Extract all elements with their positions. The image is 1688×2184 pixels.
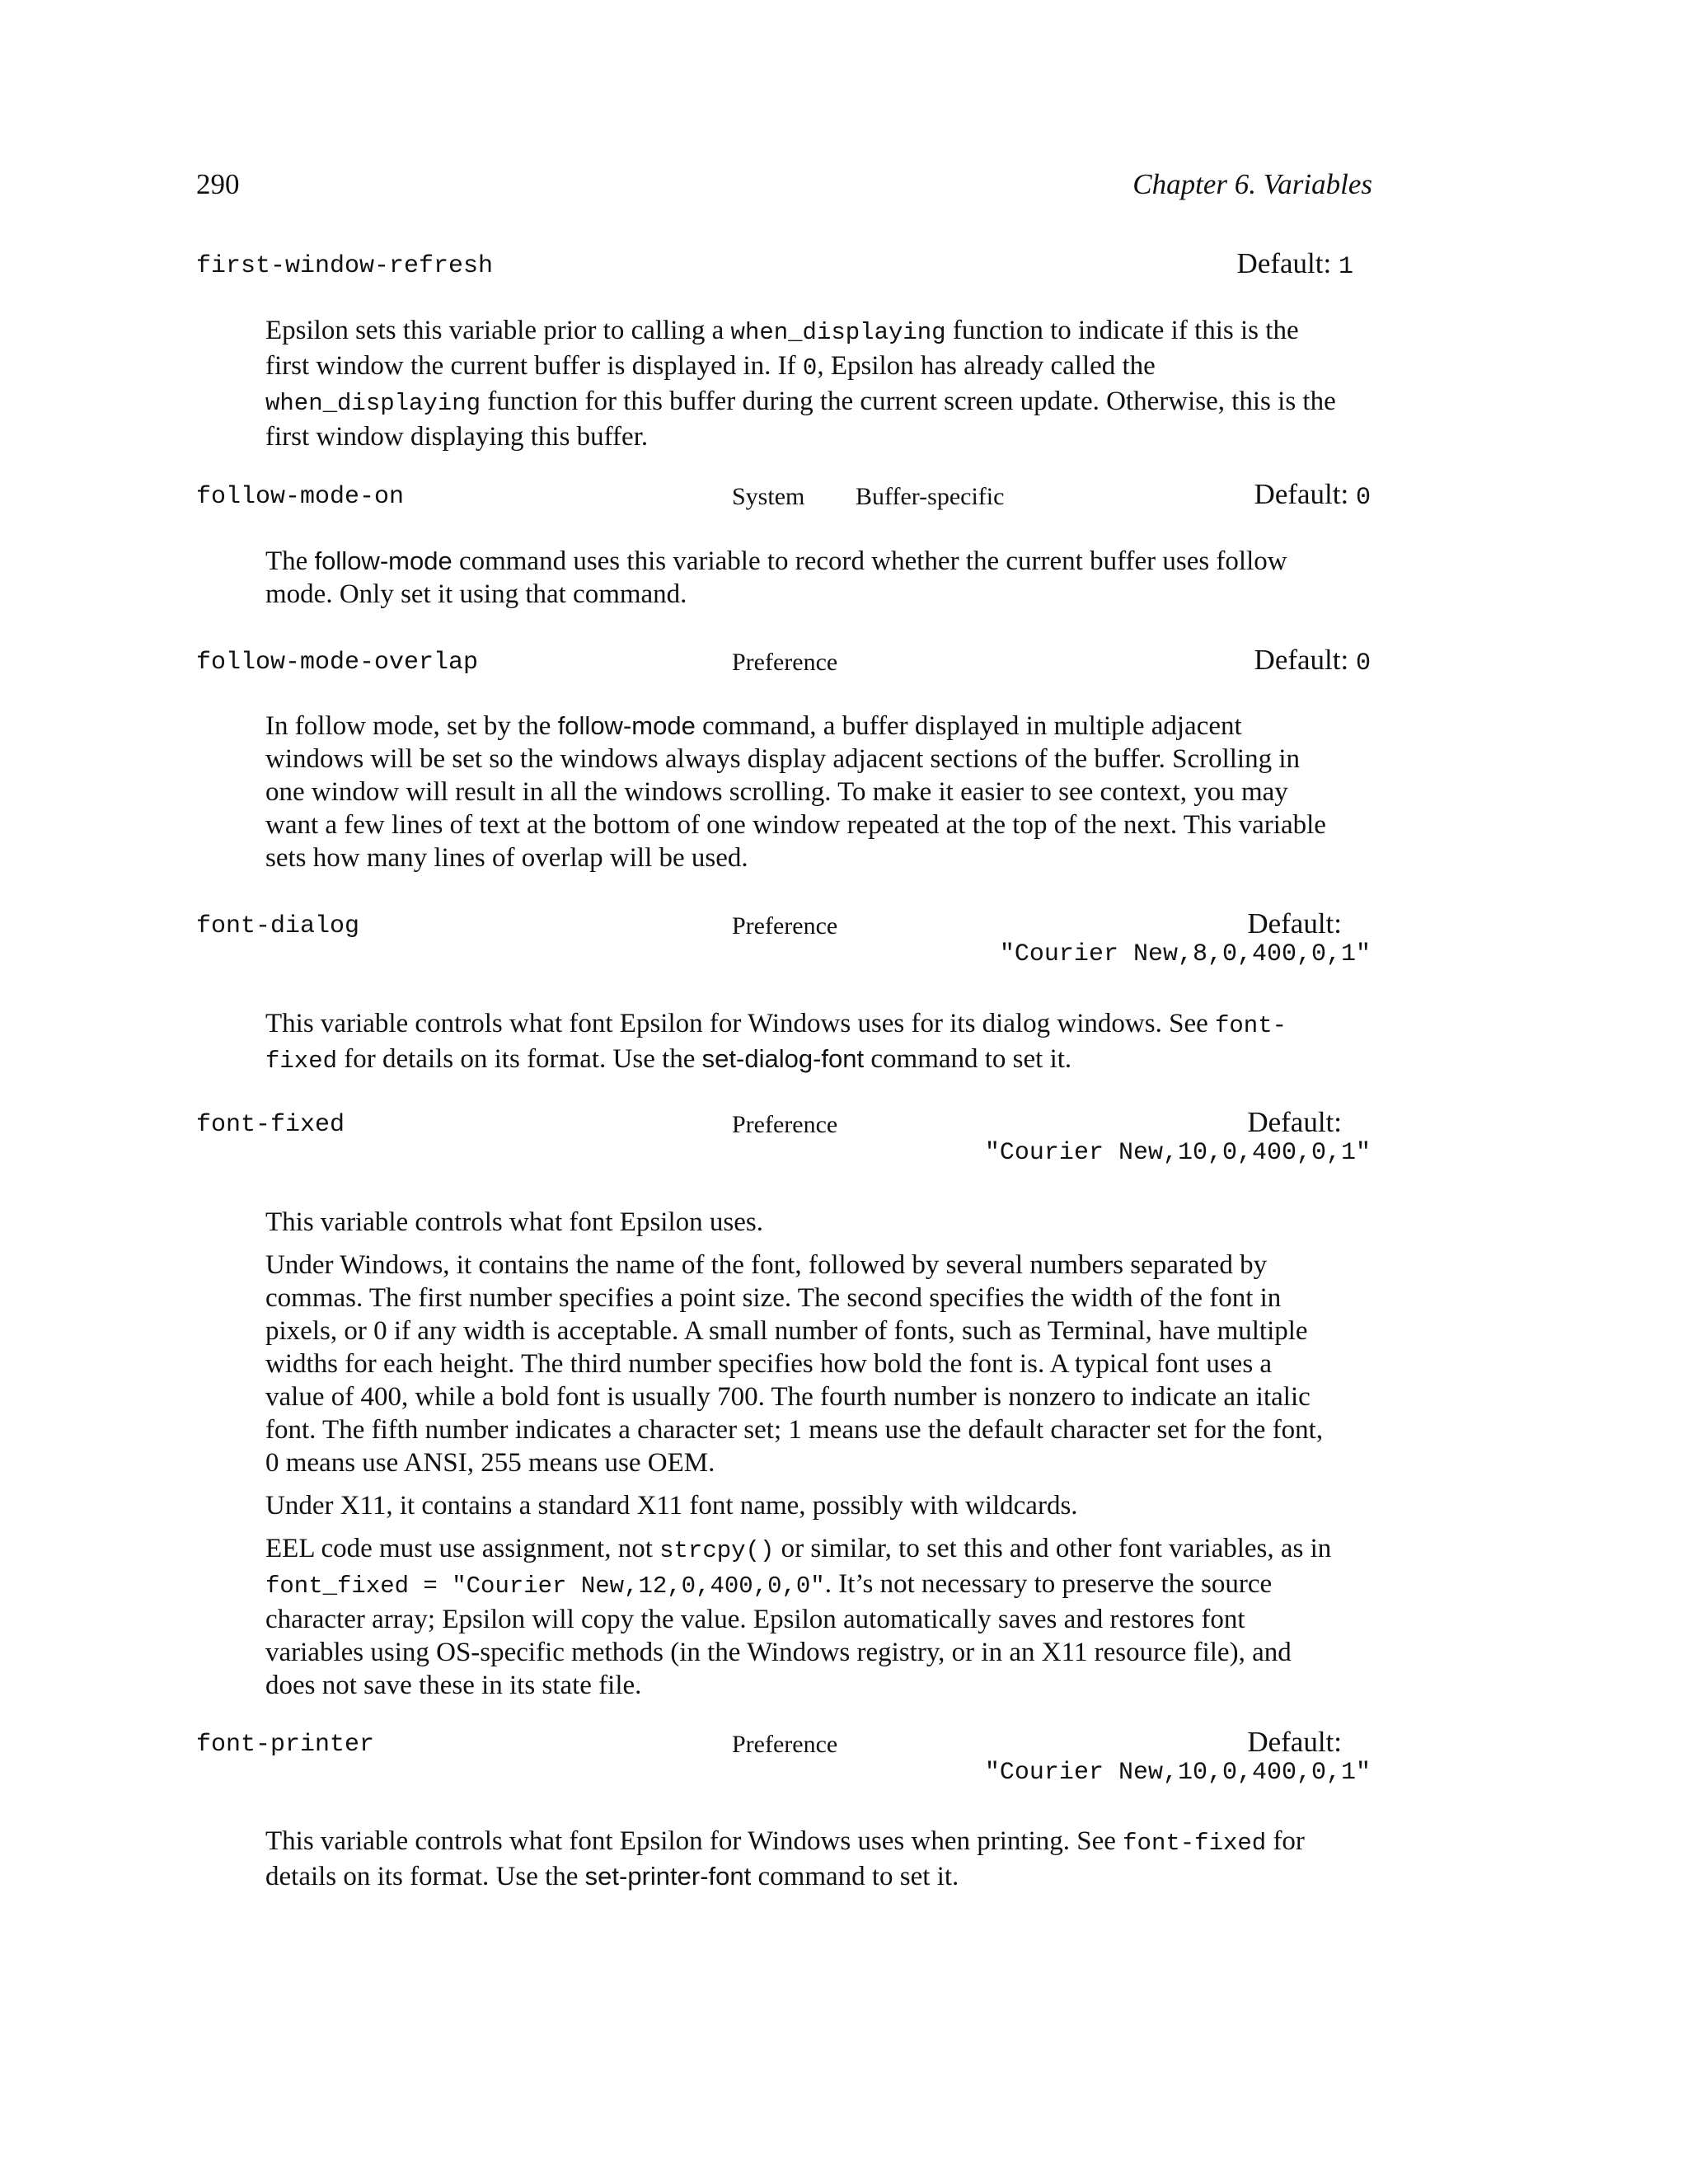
variable-description xyxy=(265,314,1337,463)
variable-description xyxy=(265,710,1337,884)
default-code: "Courier New,10,0,400,0,1" xyxy=(984,1759,1371,1787)
variable-entry-follow-mode-on xyxy=(196,478,1372,514)
code-ref: font-fixed xyxy=(265,1012,1287,1075)
default-code: 0 xyxy=(1355,649,1371,677)
variable-description xyxy=(265,1007,1337,1088)
code-ref: when_displaying xyxy=(730,319,946,346)
variable-name: follow-mode-on xyxy=(196,483,405,511)
description-paragraph: This variable controls what font Epsilon uses. xyxy=(265,1207,763,1237)
code-ref: font-fixed xyxy=(1123,1830,1267,1857)
variable-description xyxy=(265,1825,1337,1903)
text-run: Epsilon sets this variable prior to calling a xyxy=(265,316,731,345)
description-paragraph xyxy=(265,314,1337,453)
default-code: "Courier New,10,0,400,0,1" xyxy=(984,1139,1371,1167)
command-ref: set-printer-font xyxy=(584,1862,752,1891)
default-value xyxy=(1254,478,1371,512)
code-ref: font_fixed = "Courier New,12,0,400,0,0" xyxy=(265,1572,825,1600)
text-run: command uses this variable to record whether the current buffer uses follow mode. Only set it using that command. xyxy=(265,546,1287,609)
command-ref: follow-mode xyxy=(314,546,452,575)
variable-class: Preference xyxy=(732,1731,838,1758)
code-ref: 0 xyxy=(802,354,818,382)
text-run: This variable controls what font Epsilon for Windows uses for its dialog windows. See xyxy=(265,1009,1215,1038)
description-paragraph xyxy=(265,710,1337,874)
variable-entry-font-dialog xyxy=(196,907,1372,977)
text-run: function for this buffer during the current screen update. Otherwise, this is the first window displaying this buffer. xyxy=(265,387,1336,452)
variable-class: Preference xyxy=(732,649,838,676)
variable-entry-font-fixed xyxy=(196,1106,1372,1175)
description-paragraph xyxy=(265,1532,1337,1702)
text-run: command to set it. xyxy=(864,1044,1072,1074)
description-paragraph xyxy=(265,1825,1337,1893)
variable-name: font-fixed xyxy=(196,1111,345,1139)
chapter-heading: Chapter 6. Variables xyxy=(1132,168,1372,200)
text-run: for details on its format. Use the xyxy=(337,1044,702,1074)
default-code: 1 xyxy=(1338,253,1353,281)
variable-name: font-dialog xyxy=(196,912,360,940)
variable-class: Preference xyxy=(732,912,838,940)
default-label: Default: xyxy=(1247,907,1342,940)
default-value xyxy=(1254,644,1371,677)
variable-description xyxy=(265,545,1337,621)
text-run: function to indicate if this is the first window the current buffer is displayed in. If xyxy=(265,316,1299,381)
variable-entry-font-printer xyxy=(196,1726,1372,1795)
description-paragraph: Under X11, it contains a standard X11 font name, possibly with wildcards. xyxy=(265,1491,1078,1521)
page-number: 290 xyxy=(196,168,240,200)
variable-scope: Buffer-specific xyxy=(856,483,1005,510)
text-run: In follow mode, set by the xyxy=(265,711,558,741)
command-ref: follow-mode xyxy=(557,711,696,740)
default-label: Default: xyxy=(1247,1106,1342,1138)
text-run: , Epsilon has already called the xyxy=(817,351,1156,381)
text-run: The xyxy=(265,546,315,576)
code-ref: strcpy() xyxy=(659,1537,775,1564)
description-paragraph xyxy=(265,545,1337,611)
default-label: Default: xyxy=(1254,644,1349,676)
variable-name: first-window-refresh xyxy=(196,252,494,280)
variable-description xyxy=(265,1206,1337,1712)
command-ref: set-dialog-font xyxy=(701,1044,865,1073)
variable-class: Preference xyxy=(732,1111,838,1138)
text-run: or similar, to set this and other font variables, as in xyxy=(774,1534,1332,1563)
description-paragraph xyxy=(265,1007,1337,1078)
text-run: . It’s not necessary to preserve the source character array; Epsilon will copy the value. Epsilon automatically saves and restores font variables using OS-specific methods (in the Windows registry, or in an X11 resource file), and does not save these in its state file. xyxy=(265,1569,1292,1700)
variable-entry-follow-mode-overlap xyxy=(196,644,1372,680)
default-value xyxy=(1237,247,1353,281)
default-label: Default: xyxy=(1247,1726,1342,1758)
description-paragraph: Under Windows, it contains the name of the font, followed by several numbers separated by commas. The first number specifies a point size. The second specifies the width of the font in pixels, or 0 if any width is acceptable. A small number of fonts, such as Terminal, have multiple widths for each height. The third number specifies how bold the font is. A typical font uses a value of 400, while a bold font is usually 700. The fourth number is nonzero to indicate an italic font. The fifth number indicates a character set; 1 means use the default character set for the font, 0 means use ANSI, 255 means use OEM. xyxy=(265,1250,1324,1478)
default-label: Default: xyxy=(1236,247,1332,279)
text-run: This variable controls what font Epsilon for Windows uses when printing. See xyxy=(265,1826,1123,1856)
text-run: command to set it. xyxy=(751,1862,959,1891)
variable-entry-first-window-refresh xyxy=(196,247,1372,284)
default-code: 0 xyxy=(1355,484,1371,512)
code-ref: when_displaying xyxy=(265,390,481,417)
text-run: command, a buffer displayed in multiple adjacent windows will be set so the windows always display adjacent sections of the buffer. Scrolling in one window will result in all the windows scrolling. To make it easier to see context, you may want a few lines of text at the bottom of one window repeated at the top of the next. This variable sets how many lines of overlap will be used. xyxy=(265,711,1326,873)
variable-name: font-printer xyxy=(196,1731,375,1759)
variable-class: System xyxy=(732,483,805,510)
default-code: "Courier New,8,0,400,0,1" xyxy=(999,940,1371,968)
default-label: Default: xyxy=(1254,478,1349,510)
variable-name: follow-mode-overlap xyxy=(196,649,479,677)
text-run: EEL code must use assignment, not xyxy=(265,1534,660,1563)
text-run: for details on its format. Use the xyxy=(265,1826,1305,1891)
